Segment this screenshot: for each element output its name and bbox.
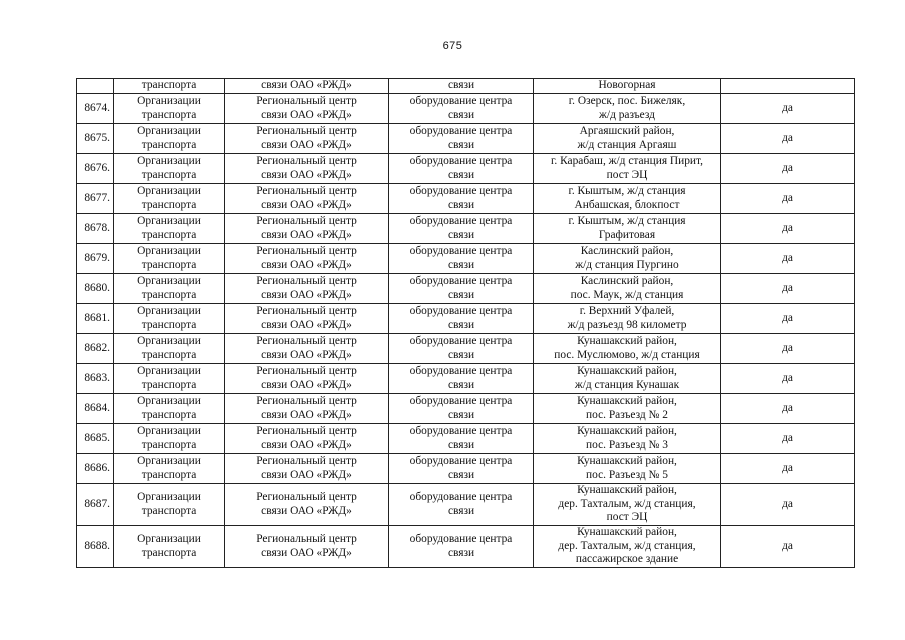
flag-cell: да — [721, 394, 855, 424]
location-cell: Кунашакский район, пос. Разъезд № 5 — [534, 454, 721, 484]
registrant-cell: Региональный центр связи ОАО «РЖД» — [225, 124, 389, 154]
flag-cell: да — [721, 484, 855, 526]
flag-cell: да — [721, 214, 855, 244]
organization-type-cell: Организации транспорта — [114, 274, 225, 304]
registry-table — [76, 78, 855, 568]
continuation-row — [77, 79, 855, 94]
table-row — [77, 526, 855, 568]
row-number-cell: 8681. — [77, 304, 114, 334]
row-number-cell: 8682. — [77, 334, 114, 364]
equipment-cell: оборудование центра связи — [389, 424, 534, 454]
registrant-cell: Региональный центр связи ОАО «РЖД» — [225, 484, 389, 526]
organization-type-cell: Организации транспорта — [114, 454, 225, 484]
registrant-cell: Региональный центр связи ОАО «РЖД» — [225, 214, 389, 244]
table-row — [77, 364, 855, 394]
location-cell: Каслинский район, ж/д станция Пургино — [534, 244, 721, 274]
flag-cell: да — [721, 334, 855, 364]
flag-cell: да — [721, 154, 855, 184]
location-cell: Кунашакский район, пос. Муслюмово, ж/д станция — [534, 334, 721, 364]
table-row — [77, 424, 855, 454]
equipment-cell: оборудование центра связи — [389, 184, 534, 214]
table-row — [77, 214, 855, 244]
location-cell: Каслинский район, пос. Маук, ж/д станция — [534, 274, 721, 304]
organization-type-cell: Организации транспорта — [114, 304, 225, 334]
row-number-cell: 8679. — [77, 244, 114, 274]
flag-cell: да — [721, 184, 855, 214]
location-cell: Кунашакский район, дер. Тахталым, ж/д станция, пост ЭЦ — [534, 484, 721, 526]
row-number-cell: 8680. — [77, 274, 114, 304]
registrant-cell: Региональный центр связи ОАО «РЖД» — [225, 94, 389, 124]
row-number-cell: 8688. — [77, 526, 114, 568]
equipment-cell: оборудование центра связи — [389, 454, 534, 484]
row-number-cell: 8687. — [77, 484, 114, 526]
location-cell: г. Карабаш, ж/д станция Пирит, пост ЭЦ — [534, 154, 721, 184]
registry-table-body — [77, 79, 855, 568]
flag-cell: да — [721, 274, 855, 304]
row-number-cell: 8683. — [77, 364, 114, 394]
location-cell: Кунашакский район, дер. Тахталым, ж/д станция, пассажирское здание — [534, 526, 721, 568]
flag-cell: да — [721, 364, 855, 394]
location-cell: Аргаяшский район, ж/д станция Аргаяш — [534, 124, 721, 154]
table-row — [77, 154, 855, 184]
flag-cell — [721, 79, 855, 94]
organization-type-cell: Организации транспорта — [114, 394, 225, 424]
registrant-cell: Региональный центр связи ОАО «РЖД» — [225, 526, 389, 568]
registrant-cell: Региональный центр связи ОАО «РЖД» — [225, 184, 389, 214]
row-number-cell: 8674. — [77, 94, 114, 124]
registrant-cell: Региональный центр связи ОАО «РЖД» — [225, 364, 389, 394]
row-number-cell — [77, 79, 114, 94]
organization-type-cell: Организации транспорта — [114, 94, 225, 124]
equipment-cell: оборудование центра связи — [389, 274, 534, 304]
equipment-cell: оборудование центра связи — [389, 484, 534, 526]
organization-type-cell: Организации транспорта — [114, 334, 225, 364]
organization-type-cell: Организации транспорта — [114, 484, 225, 526]
equipment-cell: оборудование центра связи — [389, 304, 534, 334]
equipment-cell: оборудование центра связи — [389, 526, 534, 568]
organization-type-cell: транспорта — [114, 79, 225, 94]
equipment-cell: оборудование центра связи — [389, 124, 534, 154]
organization-type-cell: Организации транспорта — [114, 526, 225, 568]
location-cell: г. Верхний Уфалей, ж/д разъезд 98 километр — [534, 304, 721, 334]
equipment-cell: оборудование центра связи — [389, 364, 534, 394]
flag-cell: да — [721, 124, 855, 154]
flag-cell: да — [721, 94, 855, 124]
organization-type-cell: Организации транспорта — [114, 214, 225, 244]
organization-type-cell: Организации транспорта — [114, 124, 225, 154]
location-cell: Кунашакский район, ж/д станция Кунашак — [534, 364, 721, 394]
table-row — [77, 274, 855, 304]
organization-type-cell: Организации транспорта — [114, 154, 225, 184]
organization-type-cell: Организации транспорта — [114, 244, 225, 274]
table-row — [77, 94, 855, 124]
flag-cell: да — [721, 244, 855, 274]
registrant-cell: Региональный центр связи ОАО «РЖД» — [225, 394, 389, 424]
flag-cell: да — [721, 454, 855, 484]
equipment-cell: оборудование центра связи — [389, 154, 534, 184]
organization-type-cell: Организации транспорта — [114, 184, 225, 214]
equipment-cell: оборудование центра связи — [389, 94, 534, 124]
registrant-cell: Региональный центр связи ОАО «РЖД» — [225, 274, 389, 304]
table-row — [77, 304, 855, 334]
registrant-cell: Региональный центр связи ОАО «РЖД» — [225, 154, 389, 184]
row-number-cell: 8684. — [77, 394, 114, 424]
row-number-cell: 8676. — [77, 154, 114, 184]
equipment-cell: оборудование центра связи — [389, 334, 534, 364]
equipment-cell: оборудование центра связи — [389, 244, 534, 274]
equipment-cell: оборудование центра связи — [389, 394, 534, 424]
registrant-cell: Региональный центр связи ОАО «РЖД» — [225, 244, 389, 274]
registrant-cell: Региональный центр связи ОАО «РЖД» — [225, 454, 389, 484]
flag-cell: да — [721, 526, 855, 568]
row-number-cell: 8675. — [77, 124, 114, 154]
row-number-cell: 8677. — [77, 184, 114, 214]
table-row — [77, 394, 855, 424]
organization-type-cell: Организации транспорта — [114, 424, 225, 454]
row-number-cell: 8678. — [77, 214, 114, 244]
table-row — [77, 124, 855, 154]
table-row — [77, 184, 855, 214]
registrant-cell: Региональный центр связи ОАО «РЖД» — [225, 334, 389, 364]
registrant-cell: Региональный центр связи ОАО «РЖД» — [225, 304, 389, 334]
location-cell: Кунашакский район, пос. Разъезд № 2 — [534, 394, 721, 424]
table-row — [77, 484, 855, 526]
organization-type-cell: Организации транспорта — [114, 364, 225, 394]
row-number-cell: 8685. — [77, 424, 114, 454]
flag-cell: да — [721, 304, 855, 334]
registrant-cell: связи ОАО «РЖД» — [225, 79, 389, 94]
table-row — [77, 454, 855, 484]
page-number: 675 — [442, 40, 463, 52]
flag-cell: да — [721, 424, 855, 454]
registrant-cell: Региональный центр связи ОАО «РЖД» — [225, 424, 389, 454]
location-cell: Кунашакский район, пос. Разъезд № 3 — [534, 424, 721, 454]
location-cell: г. Кыштым, ж/д станция Графитовая — [534, 214, 721, 244]
row-number-cell: 8686. — [77, 454, 114, 484]
table-row — [77, 334, 855, 364]
equipment-cell: связи — [389, 79, 534, 94]
location-cell: г. Кыштым, ж/д станция Анбашская, блокпост — [534, 184, 721, 214]
equipment-cell: оборудование центра связи — [389, 214, 534, 244]
table-row — [77, 244, 855, 274]
location-cell: г. Озерск, пос. Бижеляк, ж/д разъезд — [534, 94, 721, 124]
location-cell: Новогорная — [534, 79, 721, 94]
